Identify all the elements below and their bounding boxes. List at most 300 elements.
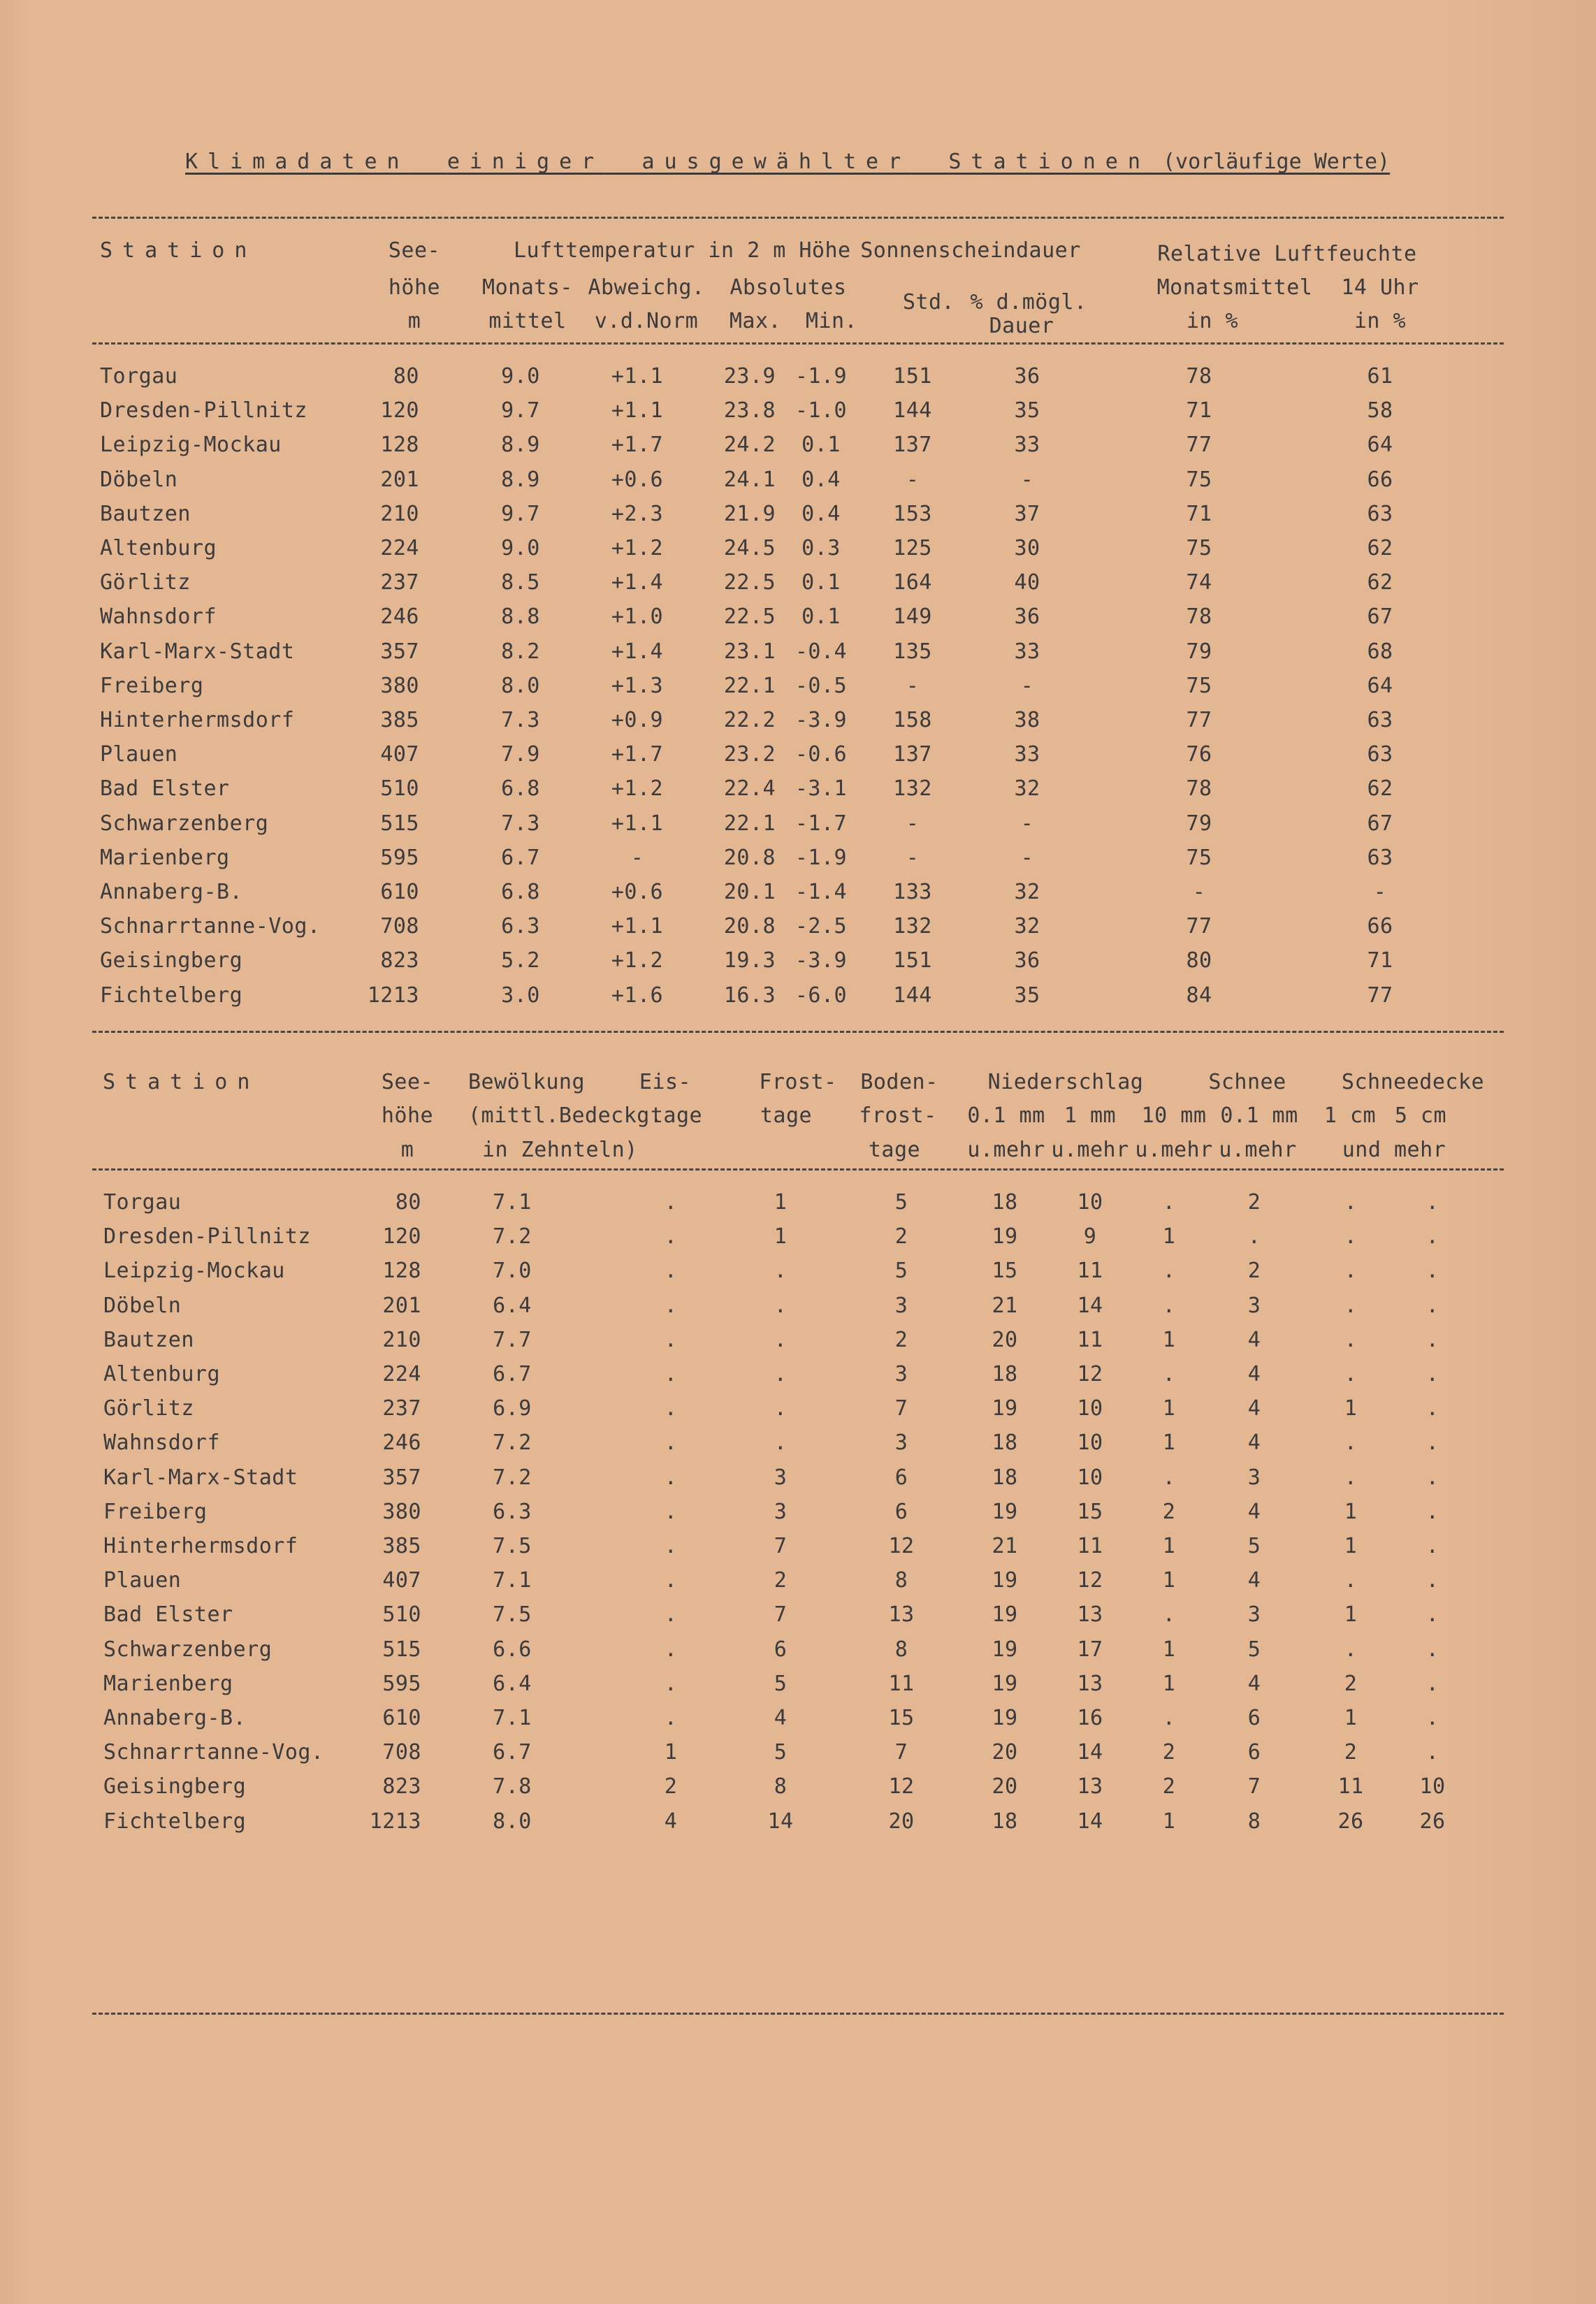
sonne-prozent-cell: 36 [1014, 948, 1040, 973]
sonnenstunden-cell: 144 [893, 983, 932, 1008]
schnee-cell: 4 [1247, 1430, 1261, 1456]
schneedecke-5-cell: . [1425, 1327, 1439, 1352]
niederschlag-10-cell: 1 [1162, 1327, 1176, 1352]
max-cell: 22.5 [723, 604, 776, 630]
schneedecke-5-cell: . [1425, 1568, 1439, 1593]
station-name: Görlitz [103, 1396, 194, 1421]
abweichung-cell: +0.9 [611, 708, 664, 732]
bewoelkung-cell: 7.2 [493, 1224, 532, 1249]
frosttage-cell: 4 [774, 1706, 788, 1730]
abweichung-cell: +1.1 [611, 364, 664, 389]
max-cell: 20.8 [723, 914, 776, 939]
niederschlag-01-cell: 19 [992, 1637, 1018, 1662]
schneedecke-1-cell: . [1344, 1465, 1358, 1490]
monatsmittel-cell: 8.8 [501, 604, 540, 630]
frosttage-cell: 14 [767, 1809, 794, 1834]
station-name: Hinterhermsdorf [103, 1534, 298, 1558]
station-name: Schwarzenberg [100, 811, 269, 836]
schneedecke-1-cell: 1 [1344, 1602, 1358, 1628]
seehoehe-cell: 595 [380, 845, 419, 870]
min-cell: -2.5 [795, 914, 848, 939]
schnee-cell: 2 [1247, 1190, 1261, 1215]
min-cell: 0.1 [801, 570, 841, 595]
feuchte-monat-cell: 80 [1186, 948, 1212, 973]
frosttage-cell: 5 [774, 1671, 788, 1696]
bodenfrost-cell: 8 [894, 1568, 908, 1593]
feuchte-monat-cell: 77 [1186, 433, 1212, 458]
max-cell: 22.5 [723, 570, 776, 595]
station-name: Torgau [100, 364, 178, 389]
seehoehe-cell: 224 [380, 536, 419, 560]
sonne-prozent-cell: 36 [1014, 604, 1040, 630]
schneedecke-1-cell: 1 [1344, 1706, 1358, 1730]
seehoehe-cell: 708 [380, 914, 419, 939]
monatsmittel-cell: 9.0 [501, 536, 540, 560]
abweichung-cell: +1.2 [611, 776, 664, 802]
t2-frosttage-header-2: tage [760, 1103, 813, 1128]
niederschlag-01-cell: 19 [992, 1224, 1018, 1249]
seehoehe-cell: 510 [380, 776, 419, 802]
bodenfrost-cell: 13 [888, 1602, 915, 1628]
max-cell: 22.4 [723, 776, 776, 802]
niederschlag-01-cell: 20 [992, 1740, 1018, 1765]
t2-bodenfrost-header-2: frost- [859, 1103, 937, 1128]
feuchte-14-cell: 68 [1367, 639, 1393, 664]
max-cell: 24.1 [723, 467, 776, 492]
niederschlag-1-cell: 11 [1077, 1259, 1103, 1284]
max-cell: 16.3 [723, 983, 776, 1008]
max-cell: 23.1 [723, 639, 776, 664]
bodenfrost-cell: 6 [894, 1465, 908, 1490]
bodenfrost-cell: 15 [888, 1706, 915, 1730]
seehoehe-cell: 201 [380, 467, 419, 492]
monatsmittel-cell: 7.3 [501, 811, 540, 836]
station-name: Freiberg [103, 1499, 208, 1524]
schneedecke-5-cell: . [1425, 1534, 1439, 1558]
t2-bewoelkung-header-3: in Zehnteln) [482, 1138, 638, 1162]
min-cell: -0.5 [795, 673, 848, 698]
niederschlag-1-cell: 12 [1077, 1362, 1103, 1386]
bodenfrost-cell: 20 [888, 1809, 915, 1834]
abweichung-cell: +1.6 [611, 983, 664, 1008]
t1-station-header: Station [100, 238, 257, 263]
t1-feuchte-14-header-1: 14 Uhr [1341, 275, 1419, 300]
eistage-cell: . [664, 1568, 678, 1593]
station-name: Leipzig-Mockau [103, 1259, 285, 1284]
bodenfrost-cell: 7 [894, 1396, 908, 1421]
min-cell: 0.1 [801, 433, 841, 458]
schneedecke-1-cell: . [1344, 1293, 1358, 1318]
station-name: Bad Elster [103, 1602, 233, 1628]
t2-station-header: Station [103, 1070, 260, 1094]
t1-prozent-header-1: % d.mögl. [970, 290, 1087, 314]
max-cell: 19.3 [723, 948, 776, 973]
niederschlag-01-cell: 20 [992, 1774, 1018, 1799]
niederschlag-10-cell: . [1162, 1190, 1176, 1215]
sonnenstunden-cell: - [906, 467, 920, 492]
sonne-prozent-cell: 35 [1014, 983, 1040, 1008]
seehoehe-cell: 120 [382, 1224, 421, 1249]
sonnenstunden-cell: 151 [893, 948, 932, 973]
t2-bodenfrost-header-1: Boden- [860, 1070, 938, 1094]
schneedecke-1-cell: . [1344, 1190, 1358, 1215]
niederschlag-01-cell: 15 [992, 1259, 1018, 1284]
frosttage-cell: 7 [774, 1602, 788, 1628]
frosttage-cell: 7 [774, 1534, 788, 1558]
t1-feuchte-header: Relative Luftfeuchte [1157, 242, 1417, 266]
title-word: Klimadaten [185, 150, 409, 174]
sonnenstunden-cell: 158 [893, 708, 932, 732]
feuchte-monat-cell: 74 [1186, 570, 1212, 595]
t2-s01-header-1: 0.1 mm [1220, 1103, 1298, 1128]
schneedecke-1-cell: 26 [1337, 1809, 1364, 1834]
niederschlag-01-cell: 18 [992, 1362, 1018, 1386]
station-name: Bautzen [103, 1327, 194, 1352]
sonnenstunden-cell: - [906, 673, 920, 698]
station-name: Plauen [100, 742, 178, 767]
monatsmittel-cell: 8.9 [501, 467, 540, 492]
schnee-cell: 8 [1247, 1809, 1261, 1834]
sonne-prozent-cell: - [1020, 673, 1034, 698]
bodenfrost-cell: 3 [894, 1362, 908, 1386]
min-cell: 0.1 [801, 604, 841, 630]
t2-niederschlag-header: Niederschlag [987, 1070, 1144, 1094]
abweichung-cell: +0.6 [611, 467, 664, 492]
frosttage-cell: 3 [774, 1499, 788, 1524]
seehoehe-cell: 407 [380, 742, 419, 767]
schneedecke-5-cell: . [1425, 1190, 1439, 1215]
t1-sonne-header: Sonnenscheindauer [860, 238, 1081, 263]
feuchte-14-cell: 64 [1367, 673, 1393, 698]
bodenfrost-cell: 5 [894, 1259, 908, 1284]
t2-bewoelkung-header-2: (mittl.Bedeckg. [468, 1103, 663, 1128]
feuchte-14-cell: 63 [1367, 501, 1393, 526]
eistage-cell: . [664, 1396, 678, 1421]
schneedecke-5-cell: . [1425, 1637, 1439, 1662]
schnee-cell: 7 [1247, 1774, 1261, 1799]
bewoelkung-cell: 6.6 [493, 1637, 532, 1662]
sonne-prozent-cell: 33 [1014, 639, 1040, 664]
min-cell: -1.0 [795, 398, 848, 423]
sonne-prozent-cell: 36 [1014, 364, 1040, 389]
niederschlag-01-cell: 18 [992, 1190, 1018, 1215]
sonnenstunden-cell: 132 [893, 776, 932, 802]
bodenfrost-cell: 8 [894, 1637, 908, 1662]
title-note: (vorläufige Werte) [1163, 150, 1391, 174]
title-word: ausgewählter [641, 150, 911, 174]
abweichung-cell: +1.1 [611, 398, 664, 423]
schneedecke-5-cell: . [1425, 1293, 1439, 1318]
schneedecke-1-cell: 11 [1337, 1774, 1364, 1799]
schnee-cell: . [1247, 1224, 1261, 1249]
t2-bewoelkung-header-1: Bewölkung [468, 1070, 586, 1094]
niederschlag-10-cell: . [1162, 1293, 1176, 1318]
sonnenstunden-cell: 149 [893, 604, 932, 630]
sonne-prozent-cell: - [1020, 845, 1034, 870]
monatsmittel-cell: 6.8 [501, 880, 540, 904]
feuchte-14-cell: 61 [1367, 364, 1393, 389]
niederschlag-1-cell: 10 [1077, 1465, 1103, 1490]
eistage-cell: . [664, 1465, 678, 1490]
niederschlag-01-cell: 19 [992, 1602, 1018, 1628]
sonnenstunden-cell: 153 [893, 501, 932, 526]
seehoehe-cell: 385 [382, 1534, 421, 1558]
feuchte-14-cell: 58 [1367, 398, 1393, 423]
t1-lufttemp-header: Lufttemperatur in 2 m Höhe [514, 238, 851, 263]
station-name: Geisingberg [100, 948, 243, 973]
eistage-cell: 1 [664, 1740, 678, 1765]
schneedecke-5-cell: . [1425, 1430, 1439, 1456]
frosttage-cell: . [774, 1396, 788, 1421]
seehoehe-cell: 357 [380, 639, 419, 664]
monatsmittel-cell: 8.9 [501, 433, 540, 458]
eistage-cell: . [664, 1293, 678, 1318]
niederschlag-01-cell: 19 [992, 1706, 1018, 1730]
seehoehe-cell: 708 [382, 1740, 421, 1765]
station-name: Altenburg [100, 536, 217, 560]
frosttage-cell: 1 [774, 1224, 788, 1249]
schnee-cell: 4 [1247, 1499, 1261, 1524]
bodenfrost-cell: 12 [888, 1774, 915, 1799]
t1-monatsmittel-header-2: mittel [488, 309, 567, 333]
feuchte-monat-cell: 75 [1186, 467, 1212, 492]
feuchte-14-cell: 67 [1367, 811, 1393, 836]
station-name: Dresden-Pillnitz [100, 398, 307, 423]
monatsmittel-cell: 6.3 [501, 914, 540, 939]
niederschlag-01-cell: 18 [992, 1465, 1018, 1490]
niederschlag-10-cell: 1 [1162, 1671, 1176, 1696]
sonne-prozent-cell: - [1020, 811, 1034, 836]
feuchte-14-cell: 67 [1367, 604, 1393, 630]
niederschlag-10-cell: 1 [1162, 1224, 1176, 1249]
max-cell: 20.1 [723, 880, 776, 904]
eistage-cell: . [664, 1259, 678, 1284]
feuchte-14-cell: 62 [1367, 536, 1393, 560]
schneedecke-5-cell: . [1425, 1499, 1439, 1524]
abweichung-cell: +1.7 [611, 433, 664, 458]
schneedecke-1-cell: 1 [1344, 1396, 1358, 1421]
schneedecke-5-cell: . [1425, 1602, 1439, 1628]
seehoehe-cell: 515 [382, 1637, 421, 1662]
monatsmittel-cell: 9.7 [501, 398, 540, 423]
niederschlag-01-cell: 19 [992, 1568, 1018, 1593]
feuchte-14-cell: 63 [1367, 845, 1393, 870]
seehoehe-cell: 80 [395, 1190, 421, 1215]
t2-sd-und-header: und mehr [1342, 1138, 1446, 1162]
monatsmittel-cell: 6.8 [501, 776, 540, 802]
title-word: einiger [447, 150, 604, 174]
bewoelkung-cell: 7.2 [493, 1465, 532, 1490]
min-cell: 0.4 [801, 501, 841, 526]
bewoelkung-cell: 7.5 [493, 1602, 532, 1628]
niederschlag-10-cell: 2 [1162, 1774, 1176, 1799]
schneedecke-1-cell: . [1344, 1224, 1358, 1249]
frosttage-cell: . [774, 1259, 788, 1284]
bodenfrost-cell: 3 [894, 1430, 908, 1456]
max-cell: 20.8 [723, 845, 776, 870]
schneedecke-5-cell: . [1425, 1362, 1439, 1386]
bewoelkung-cell: 6.7 [493, 1740, 532, 1765]
sonne-prozent-cell: 38 [1014, 708, 1040, 732]
schneedecke-1-cell: 2 [1344, 1671, 1358, 1696]
niederschlag-01-cell: 19 [992, 1671, 1018, 1696]
seehoehe-cell: 80 [393, 364, 419, 389]
sonnenstunden-cell: 151 [893, 364, 932, 389]
sonnenstunden-cell: - [906, 845, 920, 870]
sonne-prozent-cell: 33 [1014, 742, 1040, 767]
niederschlag-1-cell: 15 [1077, 1499, 1103, 1524]
bewoelkung-cell: 7.2 [493, 1430, 532, 1456]
table1-top-rule [92, 217, 1504, 219]
max-cell: 22.2 [723, 708, 776, 732]
schneedecke-5-cell: . [1425, 1671, 1439, 1696]
feuchte-monat-cell: 77 [1186, 708, 1212, 732]
t1-max-header: Max. [729, 309, 782, 333]
niederschlag-01-cell: 20 [992, 1327, 1018, 1352]
bewoelkung-cell: 7.1 [493, 1190, 532, 1215]
sonnenstunden-cell: 137 [893, 433, 932, 458]
sonne-prozent-cell: 32 [1014, 914, 1040, 939]
min-cell: -1.9 [795, 845, 848, 870]
feuchte-14-cell: 64 [1367, 433, 1393, 458]
seehoehe-cell: 246 [382, 1430, 421, 1456]
t1-monatsmittel-header-1: Monats- [482, 275, 573, 300]
min-cell: 0.3 [801, 536, 841, 560]
t2-n10-header-2: u.mehr [1135, 1138, 1213, 1162]
schneedecke-1-cell: . [1344, 1637, 1358, 1662]
niederschlag-01-cell: 21 [992, 1534, 1018, 1558]
niederschlag-10-cell: 1 [1162, 1568, 1176, 1593]
bodenfrost-cell: 6 [894, 1499, 908, 1524]
schneedecke-1-cell: . [1344, 1430, 1358, 1456]
niederschlag-1-cell: 10 [1077, 1396, 1103, 1421]
monatsmittel-cell: 9.7 [501, 501, 540, 526]
station-name: Annaberg-B. [100, 880, 243, 904]
niederschlag-1-cell: 16 [1077, 1706, 1103, 1730]
t1-std-header: Std. [902, 290, 955, 314]
station-name: Karl-Marx-Stadt [100, 639, 295, 664]
eistage-cell: . [664, 1430, 678, 1456]
min-cell: -1.9 [795, 364, 848, 389]
niederschlag-10-cell: 2 [1162, 1740, 1176, 1765]
t1-absolutes-header: Absolutes [730, 275, 847, 300]
station-name: Döbeln [100, 467, 178, 492]
eistage-cell: . [664, 1671, 678, 1696]
station-name: Geisingberg [103, 1774, 247, 1799]
seehoehe-cell: 224 [382, 1362, 421, 1386]
schneedecke-5-cell: . [1425, 1706, 1439, 1730]
frosttage-cell: . [774, 1293, 788, 1318]
t1-seehoehe-header-2: höhe [388, 275, 441, 300]
max-cell: 22.1 [723, 811, 776, 836]
sonne-prozent-cell: 32 [1014, 880, 1040, 904]
sonnenstunden-cell: 125 [893, 536, 932, 560]
niederschlag-1-cell: 14 [1077, 1740, 1103, 1765]
niederschlag-1-cell: 13 [1077, 1671, 1103, 1696]
feuchte-monat-cell: 79 [1186, 811, 1212, 836]
bewoelkung-cell: 7.1 [493, 1706, 532, 1730]
station-name: Wahnsdorf [100, 604, 217, 630]
t2-n1-header-2: u.mehr [1051, 1138, 1129, 1162]
feuchte-14-cell: - [1373, 880, 1387, 904]
feuchte-monat-cell: 76 [1186, 742, 1212, 767]
max-cell: 23.9 [723, 364, 776, 389]
niederschlag-10-cell: . [1162, 1362, 1176, 1386]
schneedecke-1-cell: 1 [1344, 1534, 1358, 1558]
abweichung-cell: +1.2 [611, 536, 664, 560]
station-name: Görlitz [100, 570, 191, 595]
feuchte-monat-cell: 78 [1186, 776, 1212, 802]
station-name: Torgau [103, 1190, 182, 1215]
schneedecke-1-cell: . [1344, 1259, 1358, 1284]
abweichung-cell: +1.0 [611, 604, 664, 630]
niederschlag-10-cell: . [1162, 1259, 1176, 1284]
eistage-cell: . [664, 1602, 678, 1628]
eistage-cell: . [664, 1362, 678, 1386]
feuchte-14-cell: 62 [1367, 776, 1393, 802]
schnee-cell: 4 [1247, 1671, 1261, 1696]
bodenfrost-cell: 5 [894, 1190, 908, 1215]
bodenfrost-cell: 3 [894, 1293, 908, 1318]
sonne-prozent-cell: 30 [1014, 536, 1040, 560]
feuchte-monat-cell: 71 [1186, 398, 1212, 423]
frosttage-cell: 5 [774, 1740, 788, 1765]
seehoehe-cell: 380 [380, 673, 419, 698]
niederschlag-1-cell: 9 [1083, 1224, 1097, 1249]
feuchte-14-cell: 71 [1367, 948, 1393, 973]
bewoelkung-cell: 6.9 [493, 1396, 532, 1421]
seehoehe-cell: 1213 [369, 1809, 421, 1834]
max-cell: 21.9 [723, 501, 776, 526]
schnee-cell: 3 [1247, 1602, 1261, 1628]
abweichung-cell: +2.3 [611, 501, 664, 526]
abweichung-cell: +1.4 [611, 570, 664, 595]
t1-min-header: Min. [805, 309, 858, 333]
t2-sd5-header: 5 cm [1394, 1103, 1447, 1128]
niederschlag-10-cell: . [1162, 1465, 1176, 1490]
niederschlag-1-cell: 10 [1077, 1430, 1103, 1456]
seehoehe-cell: 237 [382, 1396, 421, 1421]
niederschlag-10-cell: 1 [1162, 1534, 1176, 1558]
seehoehe-cell: 201 [382, 1293, 421, 1318]
niederschlag-10-cell: 1 [1162, 1396, 1176, 1421]
sonnenstunden-cell: 133 [893, 880, 932, 904]
monatsmittel-cell: 3.0 [501, 983, 540, 1008]
niederschlag-01-cell: 19 [992, 1396, 1018, 1421]
station-name: Schnarrtanne-Vog. [103, 1740, 324, 1765]
feuchte-monat-cell: 84 [1186, 983, 1212, 1008]
table1-bottom-rule [92, 1031, 1504, 1033]
niederschlag-1-cell: 11 [1077, 1534, 1103, 1558]
station-name: Marienberg [100, 845, 230, 870]
station-name: Annaberg-B. [103, 1706, 247, 1730]
eistage-cell: . [664, 1327, 678, 1352]
niederschlag-10-cell: 1 [1162, 1809, 1176, 1834]
niederschlag-10-cell: . [1162, 1706, 1176, 1730]
seehoehe-cell: 385 [380, 708, 419, 732]
sonne-prozent-cell: 35 [1014, 398, 1040, 423]
niederschlag-1-cell: 17 [1077, 1637, 1103, 1662]
bewoelkung-cell: 7.1 [493, 1568, 532, 1593]
schnee-cell: 4 [1247, 1327, 1261, 1352]
feuchte-monat-cell: 78 [1186, 604, 1212, 630]
schnee-cell: 4 [1247, 1396, 1261, 1421]
min-cell: -3.1 [795, 776, 848, 802]
t2-n01-header-1: 0.1 mm [967, 1103, 1045, 1128]
feuchte-monat-cell: 75 [1186, 536, 1212, 560]
bodenfrost-cell: 7 [894, 1740, 908, 1765]
schnee-cell: 4 [1247, 1568, 1261, 1593]
